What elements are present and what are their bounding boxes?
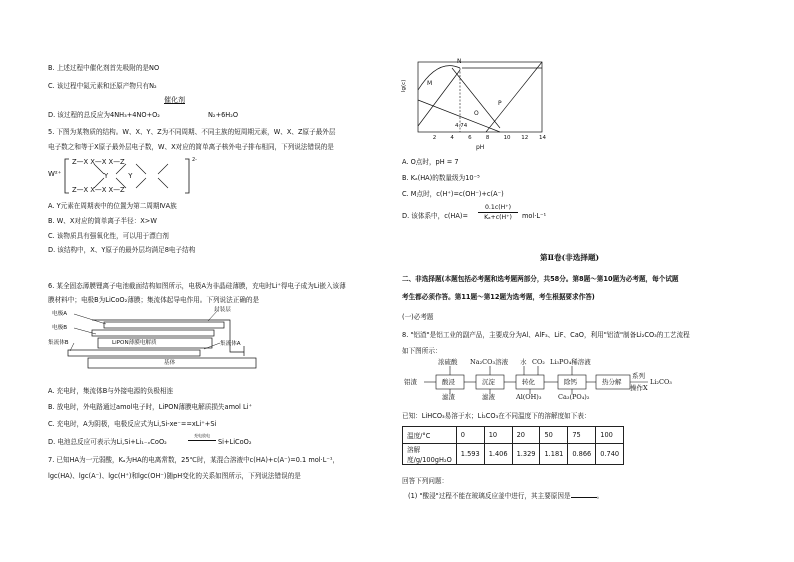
annotation-474: 4.74 <box>455 123 468 129</box>
table-row <box>403 444 624 465</box>
q7-option-d-left: D. 该体系中，c(HA)= <box>402 212 469 220</box>
q5-option-c: C. 该物质具有强氧化性，可以用于漂白剂 <box>48 232 169 240</box>
xtick-label: 10 <box>503 135 511 141</box>
q4-option-c: C. 该过程中氮元素和还原产物只有N₂ <box>48 82 157 90</box>
q7-option-d-numerator: 0.1c(H⁺) <box>478 204 518 213</box>
flow-out-1: 滤渣 <box>442 393 455 401</box>
q5-option-a: A. Y元素在周期表中的位置为第二周期ⅣA族 <box>48 202 177 210</box>
answer-blank[interactable] <box>571 497 597 498</box>
q7-stem-line-1: 7. 已知HA为一元弱酸，Kₐ为HA的电离常数，25℃时，某混合溶液中c(HA)+c(A⁻)=0.1 mol·L⁻¹， <box>48 456 340 464</box>
section-2-intro-1: 二、非选择题(本题包括必考题和选考题两部分，共58分。第8题～第10题为必考题，每个试题 <box>402 275 679 283</box>
label-electrode-a: 电极A <box>52 311 68 317</box>
flow-series: 系列 <box>632 372 645 380</box>
label-electrode-b: 电极B <box>52 325 68 331</box>
flow-step-5: 热分解 <box>602 378 622 386</box>
table-cell: 75 <box>568 427 596 444</box>
xtick-label: 14 <box>539 135 546 141</box>
q7-chart <box>400 56 550 156</box>
q4-option-d-right: N₂+6H₂O <box>208 111 239 119</box>
flow-step-2: 沉淀 <box>482 378 495 386</box>
q7-option-d-unit: mol·L⁻¹ <box>522 212 547 220</box>
q5-option-d: D. 该结构中，X、Y原子的最外层均满足8电子结构 <box>48 246 196 254</box>
table-cell: 温度/°C <box>403 427 457 444</box>
structure-row-2: Y Y <box>104 172 133 180</box>
q7-option-c: C. M点时，c(H⁺)=c(OH⁻)+c(A⁻) <box>402 190 504 198</box>
q6-option-a: A. 充电时，集流体B与外接电源的负极相连 <box>48 387 174 395</box>
flow-step-4: 除钙 <box>564 378 577 386</box>
q6-stem-line-2: 膜材料中；电极B为LiCoO₂薄膜；集流体起导电作用。下列说法正确的是 <box>48 296 260 304</box>
flow-step-1: 酸浸 <box>442 378 455 386</box>
xtick-label: 12 <box>521 135 529 141</box>
point-p: P <box>498 100 502 107</box>
point-o: O <box>474 110 479 117</box>
q8-known: 已知：LiHCO₃易溶于水；Li₂CO₃在不同温度下的溶解度如下表： <box>402 412 591 420</box>
table-cell: 1.329 <box>512 444 540 465</box>
process-flow <box>404 356 704 402</box>
chart-ylabel: lg(c) <box>401 79 407 92</box>
flow-product: Li₂CO₃ <box>650 378 672 386</box>
line-ha-down <box>452 68 500 128</box>
line-a <box>418 70 460 126</box>
xtick-label: 8 <box>485 135 490 141</box>
structure-w-ion: W²⁺ <box>48 170 62 178</box>
section-2-intro-2: 考生都必须作答。第11题～第12题为选考题，考生根据要求作答) <box>402 293 595 301</box>
flow-out-4: Ca₃(PO₄)₂ <box>558 393 590 401</box>
battery-layers <box>48 306 278 370</box>
table-cell: 0.866 <box>568 444 596 465</box>
table-cell: 0.740 <box>596 444 624 465</box>
structure-charge: 2- <box>192 157 197 163</box>
q6-option-c: C. 充电时，A为阴极，电极反应式为Li,Si-xe⁻==xLi⁺+Si <box>48 420 217 428</box>
catalyst-label: 催化剂 <box>164 96 185 104</box>
required-label: (一)必考题 <box>402 313 434 321</box>
table-cell: 100 <box>596 427 624 444</box>
q6-option-d-left: D. 电池总反应可表示为Li,Si+Li₁₋ₓCoO₂ <box>48 438 167 446</box>
q5-stem-line-2: 电子数之和等于X原子最外层电子数，W、X对应的简单离子核外电子排布相同，下列说法错误的是 <box>48 143 334 151</box>
label-substrate: 基体 <box>164 360 176 366</box>
flow-step-3: 转化 <box>522 378 535 386</box>
label-collector-b: 集流体B <box>48 340 69 346</box>
q7-option-a: A. O点时，pH = 7 <box>402 158 459 166</box>
table-cell: 1.406 <box>484 444 512 465</box>
q8-stem-line-2: 如下图所示： <box>402 347 442 355</box>
table-cell: 1.593 <box>456 444 484 465</box>
flow-out-2: 滤液 <box>482 393 495 401</box>
q7-stem-line-2: lgc(HA)、lgc(A⁻)、lgc(H⁺)和lgc(OH⁻)随pH变化的关系如图所示，下列说法错误的是 <box>48 472 301 480</box>
flow-out-3: Al(OH)₃ <box>516 393 542 401</box>
chart-xlabel: pH <box>476 144 485 151</box>
flow-start: 铝渣 <box>404 378 417 386</box>
q7-option-b: B. Kₐ(HA)的数量级为10⁻⁵ <box>402 174 480 182</box>
line-oh <box>486 62 542 132</box>
table-cell: 1.181 <box>540 444 568 465</box>
q6-stem-line-1: 6. 某全固态薄膜锂离子电池截面结构如图所示，电极A为非晶硅薄膜，充电时Li⁺得电子成为Li嵌入该薄 <box>48 282 346 290</box>
table-cell: 50 <box>540 427 568 444</box>
q7-option-d-denominator: Kₐ+c(H⁺) <box>484 214 512 221</box>
xtick-label: 6 <box>468 135 472 141</box>
q6-option-d-arrow: 充电放电 <box>188 432 216 441</box>
q8-stem-line-1: 8. "铝渣"是铝工业的副产品，主要成分为Al、AlF₃、LiF、CaO，利用"铝渣"制备Li₂CO₃的工艺流程 <box>402 331 690 339</box>
structure-row-3: Z—X X—X X—Z <box>72 186 125 194</box>
label-seal: 封装层 <box>214 307 231 313</box>
q6-option-d-right: Si+LiCoO₂ <box>218 438 252 446</box>
solubility-table <box>402 426 624 465</box>
flow-reagent-4: CO₂ <box>532 358 545 366</box>
q8-sub-1: (1) "酸浸"过程不能在玻璃反应釜中进行，其主要原因是 。 <box>408 492 604 500</box>
table-cell: 溶解度/g/100gH₂O <box>403 444 457 465</box>
q5-structure <box>48 156 198 196</box>
structure-row-1: Z—X X—X X—Z <box>72 158 125 166</box>
xtick-label: 4 <box>450 135 454 141</box>
flow-reagent-5: Li₃PO₄稀溶液 <box>550 358 591 366</box>
section-2-title: 第Ⅱ卷(非选择题) <box>540 253 600 262</box>
q5-option-b: B. W、X对应的简单离子半径：X>W <box>48 217 157 225</box>
q8-answer-prompt: 回答下列问题： <box>402 477 449 485</box>
curve-ha <box>418 66 460 90</box>
label-electrolyte: LiPON薄膜电解质 <box>112 340 157 346</box>
q8-sub-1-text: (1) "酸浸"过程不能在玻璃反应釜中进行，其主要原因是 <box>408 492 571 500</box>
table-row <box>403 427 624 444</box>
q6-option-b: B. 放电时，外电路通过amol电子时，LiPON薄膜电解质损失amol Li⁺ <box>48 403 252 411</box>
flow-reagent-1: 浓硫酸 <box>438 358 458 366</box>
q4-option-d-left: D. 该过程的总反应为4NH₃+4NO+O₂ <box>48 111 160 119</box>
point-n: N <box>457 58 462 65</box>
xtick-label: 2 <box>432 135 437 141</box>
flow-op-x: 操作X <box>630 384 648 392</box>
label-collector-a: 集流体A <box>220 341 241 347</box>
table-cell: 0 <box>456 427 484 444</box>
battery-diagram <box>48 306 278 370</box>
q5-stem-line-1: 5. 下图为某物质的结构。W、X、Y、Z为不同周期、不同主族的短周期元素，W、X、Z原子最外层 <box>48 128 336 136</box>
table-cell: 10 <box>484 427 512 444</box>
flow-reagent-2: Na₂CO₃溶液 <box>470 358 509 366</box>
flow-reagent-3: 水 <box>520 358 527 366</box>
point-m: M <box>427 80 433 87</box>
table-cell: 20 <box>512 427 540 444</box>
q4-option-b: B. 上述过程中催化剂首先吸附的是NO <box>48 64 160 72</box>
